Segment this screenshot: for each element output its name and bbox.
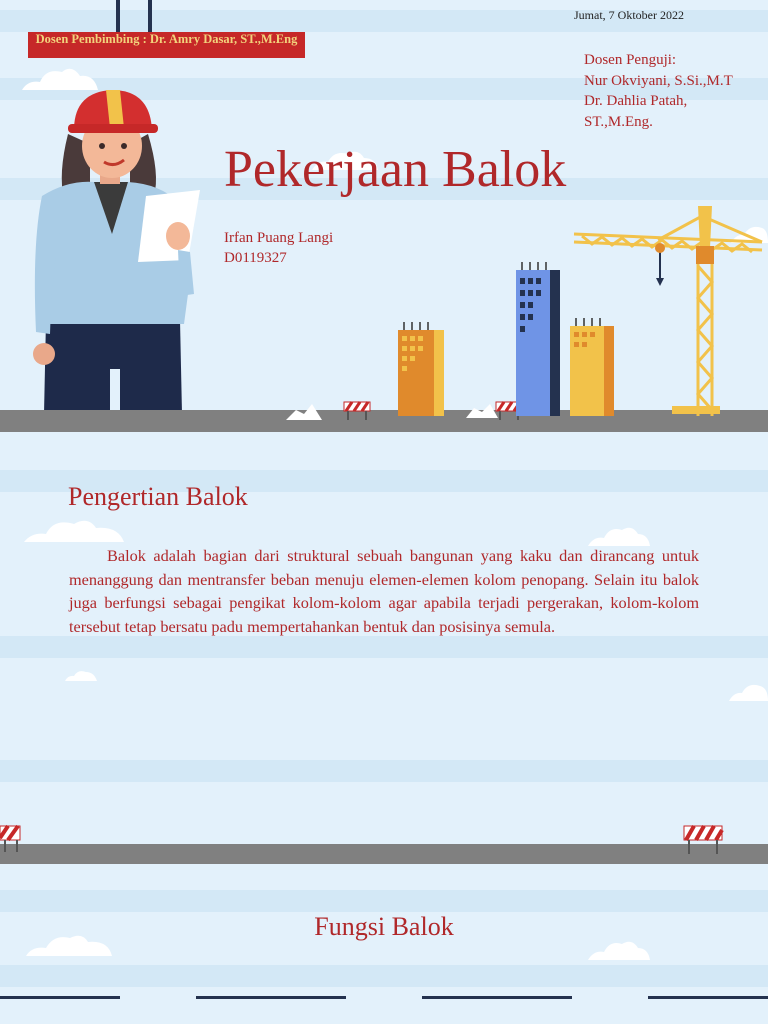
banner-rod: [148, 0, 152, 32]
author-block: [224, 228, 333, 268]
fungsi-heading: Fungsi Balok: [314, 912, 454, 941]
penguji-name: Nur Okviyani, S.Si.,M.T: [584, 72, 733, 89]
barrier-icon: [0, 824, 22, 852]
bg-stripe: [0, 965, 768, 987]
pembimbing-text: Dosen Pembimbing : Dr. Amry Dasar, ST.,M.Eng: [35, 32, 298, 46]
building-icon: [396, 320, 446, 416]
banner-rod: [116, 0, 120, 32]
page-title: Pekerjaan Balok: [224, 141, 567, 198]
cloud-icon: [22, 516, 126, 544]
nav-line: [0, 996, 120, 999]
road: [0, 844, 768, 864]
barrier-icon: [682, 824, 724, 854]
penguji-name: Dr. Dahlia Patah,: [584, 93, 688, 109]
penguji-block: [584, 50, 733, 132]
pengertian-paragraph: [69, 544, 699, 638]
bg-stripe: [0, 760, 768, 782]
crane-icon: [572, 206, 768, 420]
author-id: D0119327: [224, 250, 287, 266]
pengertian-body: Balok adalah bagian dari struktural sebuah bangunan yang kaku dan dirancang untuk menanggung dan mentransfer beban menuju elemen-elemen kolom penopang. Selain itu balok juga berfungsi sebagai pengikat kolom-kolom agar apabila terjadi pergerakan, kolom-kolom tersebut tetap bersatu padu mempertahankan bentuk dan posisinya semula.: [69, 546, 699, 636]
nav-line: [422, 996, 572, 999]
rubble-icon: [286, 402, 322, 420]
penguji-title: Dosen Penguji:: [584, 52, 677, 68]
barrier-icon: [342, 400, 372, 420]
worker-illustration: [28, 84, 208, 414]
pembimbing-banner: [28, 32, 305, 58]
cloud-icon: [728, 680, 768, 702]
nav-line: [196, 996, 346, 999]
pengertian-heading: Pengertian Balok: [68, 482, 248, 511]
building-icon: [514, 260, 564, 416]
author-name: Irfan Puang Langi: [224, 230, 334, 246]
cloud-icon: [64, 668, 98, 682]
nav-line: [648, 996, 768, 999]
bg-stripe: [0, 890, 768, 912]
penguji-name: ST.,M.Eng.: [584, 113, 653, 130]
date-label: Jumat, 7 Oktober 2022: [574, 8, 684, 22]
bg-stripe: [0, 636, 768, 658]
